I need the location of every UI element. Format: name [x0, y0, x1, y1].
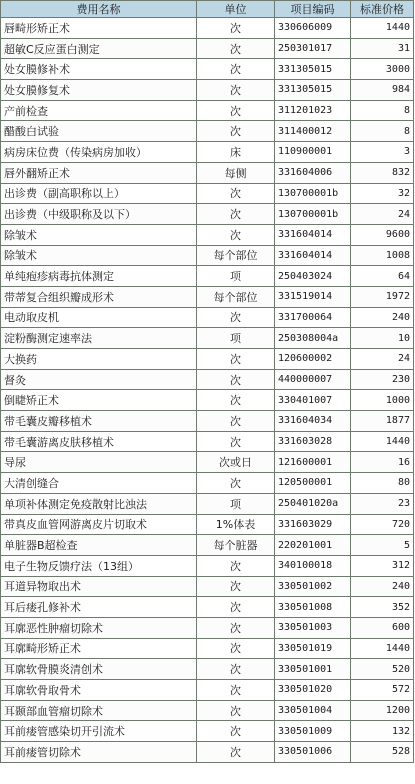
table-row[interactable] — [1, 18, 414, 39]
cell-unit[interactable]: 每侧 — [197, 162, 275, 183]
cell-price[interactable]: 24 — [351, 204, 414, 225]
cell-price[interactable]: 10 — [351, 328, 414, 349]
col-header-price[interactable]: 标准价格 — [351, 1, 414, 18]
cell-name[interactable]: 大换药 — [1, 349, 197, 370]
cell-name[interactable]: 除皱术 — [1, 224, 197, 245]
cell-price[interactable]: 9600 — [351, 224, 414, 245]
table-row[interactable] — [1, 162, 414, 183]
table-row[interactable] — [1, 514, 414, 535]
cell-unit[interactable]: 次 — [197, 224, 275, 245]
table-row[interactable] — [1, 700, 414, 721]
cell-name[interactable]: 除皱术 — [1, 245, 197, 266]
table-row[interactable] — [1, 183, 414, 204]
cell-unit[interactable]: 次或日 — [197, 452, 275, 473]
cell-name[interactable]: 电动取皮机 — [1, 307, 197, 328]
cell-unit[interactable]: 次 — [197, 121, 275, 142]
cell-unit[interactable]: 次 — [197, 473, 275, 494]
col-header-unit[interactable]: 单位 — [197, 1, 275, 18]
cell-name[interactable]: 带毛囊游离皮肤移植术 — [1, 431, 197, 452]
cell-price[interactable]: 16 — [351, 452, 414, 473]
cell-unit[interactable]: 次 — [197, 555, 275, 576]
table-row[interactable] — [1, 535, 414, 556]
cell-code[interactable]: 331700064 — [275, 307, 351, 328]
cell-price[interactable]: 24 — [351, 349, 414, 370]
cell-code[interactable]: 330501020 — [275, 680, 351, 701]
cell-unit[interactable]: 次 — [197, 617, 275, 638]
cell-name[interactable]: 唇外翻矫正术 — [1, 162, 197, 183]
cell-price[interactable]: 1877 — [351, 411, 414, 432]
cell-code[interactable]: 440000007 — [275, 369, 351, 390]
cell-name[interactable]: 耳道异物取出术 — [1, 576, 197, 597]
table-row[interactable] — [1, 617, 414, 638]
cell-price[interactable]: 132 — [351, 721, 414, 742]
cell-unit[interactable]: 每个部位 — [197, 286, 275, 307]
cell-unit[interactable]: 每个部位 — [197, 245, 275, 266]
cell-code[interactable]: 331604006 — [275, 162, 351, 183]
cell-code[interactable]: 120500001 — [275, 473, 351, 494]
cell-unit[interactable]: 次 — [197, 183, 275, 204]
table-row[interactable] — [1, 659, 414, 680]
cell-unit[interactable]: 次 — [197, 411, 275, 432]
table-row[interactable] — [1, 473, 414, 494]
cell-name[interactable]: 电子生物反馈疗法（13组） — [1, 555, 197, 576]
table-row[interactable] — [1, 721, 414, 742]
cell-price[interactable]: 312 — [351, 555, 414, 576]
table-row[interactable] — [1, 307, 414, 328]
table-row[interactable] — [1, 680, 414, 701]
table-row[interactable] — [1, 742, 414, 763]
table-row[interactable] — [1, 555, 414, 576]
cell-name[interactable]: 耳廓软骨膜炎清创术 — [1, 659, 197, 680]
cell-price[interactable]: 984 — [351, 80, 414, 101]
cell-price[interactable]: 3 — [351, 142, 414, 163]
cell-unit[interactable]: 次 — [197, 38, 275, 59]
cell-name[interactable]: 唇畸形矫正术 — [1, 18, 197, 39]
cell-price[interactable]: 1200 — [351, 700, 414, 721]
cell-code[interactable]: 331305015 — [275, 80, 351, 101]
cell-price[interactable]: 1008 — [351, 245, 414, 266]
cell-price[interactable]: 1440 — [351, 18, 414, 39]
table-row[interactable] — [1, 266, 414, 287]
cell-code[interactable]: 330501019 — [275, 638, 351, 659]
cell-name[interactable]: 带真皮血管网游离皮片切取术 — [1, 514, 197, 535]
cell-code[interactable]: 331604014 — [275, 224, 351, 245]
cell-code[interactable]: 340100018 — [275, 555, 351, 576]
col-header-code[interactable]: 项目编码 — [275, 1, 351, 18]
cell-unit[interactable]: 床 — [197, 142, 275, 163]
cell-name[interactable]: 超敏C反应蛋白测定 — [1, 38, 197, 59]
cell-price[interactable]: 3000 — [351, 59, 414, 80]
cell-price[interactable]: 1440 — [351, 638, 414, 659]
cell-code[interactable]: 331603029 — [275, 514, 351, 535]
cell-price[interactable]: 520 — [351, 659, 414, 680]
table-row[interactable] — [1, 638, 414, 659]
cell-price[interactable]: 572 — [351, 680, 414, 701]
cell-unit[interactable]: 次 — [197, 700, 275, 721]
cell-unit[interactable]: 次 — [197, 18, 275, 39]
cell-unit[interactable]: 次 — [197, 638, 275, 659]
cell-name[interactable]: 淀粉酶测定速率法 — [1, 328, 197, 349]
table-body — [1, 18, 414, 763]
cell-unit[interactable]: 次 — [197, 204, 275, 225]
cell-code[interactable]: 331604034 — [275, 411, 351, 432]
cell-code[interactable]: 121600001 — [275, 452, 351, 473]
cell-code[interactable]: 250301017 — [275, 38, 351, 59]
cell-unit[interactable]: 次 — [197, 369, 275, 390]
table-row[interactable] — [1, 100, 414, 121]
cell-name[interactable]: 产前检查 — [1, 100, 197, 121]
cell-price[interactable]: 240 — [351, 576, 414, 597]
cell-price[interactable]: 230 — [351, 369, 414, 390]
table-row[interactable] — [1, 80, 414, 101]
cell-unit[interactable]: 次 — [197, 576, 275, 597]
cell-code[interactable]: 330501002 — [275, 576, 351, 597]
table-row[interactable] — [1, 59, 414, 80]
cell-name[interactable]: 单脏器B超检查 — [1, 535, 197, 556]
cell-code[interactable]: 330401007 — [275, 390, 351, 411]
cell-name[interactable]: 醋酸白试验 — [1, 121, 197, 142]
cell-name[interactable]: 出诊费（中级职称及以下） — [1, 204, 197, 225]
cell-unit[interactable]: 次 — [197, 597, 275, 618]
cell-code[interactable]: 110900001 — [275, 142, 351, 163]
cell-code[interactable]: 250308004a — [275, 328, 351, 349]
cell-unit[interactable]: 次 — [197, 742, 275, 763]
cell-name[interactable]: 耳前瘘管感染切开引流术 — [1, 721, 197, 742]
cell-price[interactable]: 31 — [351, 38, 414, 59]
cell-name[interactable]: 病房床位费（传染病房加收） — [1, 142, 197, 163]
cell-unit[interactable]: 次 — [197, 680, 275, 701]
cell-unit[interactable]: 次 — [197, 349, 275, 370]
cell-name[interactable]: 出诊费（副高职称以上） — [1, 183, 197, 204]
cell-unit[interactable]: 次 — [197, 721, 275, 742]
cell-price[interactable]: 1440 — [351, 431, 414, 452]
cell-code[interactable]: 220201001 — [275, 535, 351, 556]
cell-name[interactable]: 倒睫矫正术 — [1, 390, 197, 411]
cell-code[interactable]: 330501006 — [275, 742, 351, 763]
cell-name[interactable]: 耳廓恶性肿瘤切除术 — [1, 617, 197, 638]
cell-name[interactable]: 处女膜修复术 — [1, 80, 197, 101]
cell-unit[interactable]: 1%体表 — [197, 514, 275, 535]
cell-unit[interactable]: 次 — [197, 80, 275, 101]
table-row[interactable] — [1, 493, 414, 514]
cell-name[interactable]: 耳廓软骨取骨术 — [1, 680, 197, 701]
cell-code[interactable]: 330501004 — [275, 700, 351, 721]
cell-price[interactable]: 528 — [351, 742, 414, 763]
cell-price[interactable]: 1972 — [351, 286, 414, 307]
cell-unit[interactable]: 次 — [197, 390, 275, 411]
cell-price[interactable]: 1000 — [351, 390, 414, 411]
table-row[interactable] — [1, 349, 414, 370]
table-row[interactable] — [1, 369, 414, 390]
table-row[interactable] — [1, 452, 414, 473]
cell-code[interactable]: 330501009 — [275, 721, 351, 742]
cell-code[interactable]: 250401020a — [275, 493, 351, 514]
cell-code[interactable]: 330501001 — [275, 659, 351, 680]
table-row[interactable] — [1, 224, 414, 245]
cell-price[interactable]: 240 — [351, 307, 414, 328]
cell-name[interactable]: 导尿 — [1, 452, 197, 473]
cell-code[interactable]: 330501003 — [275, 617, 351, 638]
table-row[interactable] — [1, 204, 414, 225]
table-row[interactable] — [1, 38, 414, 59]
cell-code[interactable]: 330501008 — [275, 597, 351, 618]
cell-name[interactable]: 带蒂复合组织瓣成形术 — [1, 286, 197, 307]
cell-price[interactable]: 600 — [351, 617, 414, 638]
cell-name[interactable]: 单纯疱疹病毒抗体测定 — [1, 266, 197, 287]
cell-price[interactable]: 8 — [351, 100, 414, 121]
table-row[interactable] — [1, 411, 414, 432]
cell-name[interactable]: 单项补体测定免疫散射比浊法 — [1, 493, 197, 514]
cell-name[interactable]: 耳颞部血管瘤切除术 — [1, 700, 197, 721]
cell-code[interactable]: 330606009 — [275, 18, 351, 39]
cell-price[interactable]: 8 — [351, 121, 414, 142]
cell-price[interactable]: 5 — [351, 535, 414, 556]
cell-name[interactable]: 处女膜修补术 — [1, 59, 197, 80]
table-row[interactable] — [1, 576, 414, 597]
cell-code[interactable]: 331305015 — [275, 59, 351, 80]
cell-unit[interactable]: 次 — [197, 59, 275, 80]
cell-unit[interactable]: 次 — [197, 307, 275, 328]
cell-name[interactable]: 大清创缝合 — [1, 473, 197, 494]
table-row[interactable] — [1, 121, 414, 142]
cell-unit[interactable]: 次 — [197, 100, 275, 121]
cell-price[interactable]: 23 — [351, 493, 414, 514]
table-row[interactable] — [1, 286, 414, 307]
col-header-name[interactable]: 费用名称 — [1, 1, 197, 18]
cell-unit[interactable]: 次 — [197, 659, 275, 680]
cell-name[interactable]: 耳后瘘孔修补术 — [1, 597, 197, 618]
cell-code[interactable]: 331604014 — [275, 245, 351, 266]
cell-code[interactable]: 130700001b — [275, 183, 351, 204]
table-row[interactable] — [1, 431, 414, 452]
table-row[interactable] — [1, 328, 414, 349]
cell-unit[interactable]: 每个脏器 — [197, 535, 275, 556]
cell-code[interactable]: 311400012 — [275, 121, 351, 142]
cell-price[interactable]: 832 — [351, 162, 414, 183]
cell-name[interactable]: 耳廓畸形矫正术 — [1, 638, 197, 659]
cell-name[interactable]: 带毛囊皮瓣移植术 — [1, 411, 197, 432]
cell-unit[interactable]: 次 — [197, 431, 275, 452]
cell-code[interactable]: 130700001b — [275, 204, 351, 225]
cell-price[interactable]: 64 — [351, 266, 414, 287]
cell-price[interactable]: 32 — [351, 183, 414, 204]
cell-code[interactable]: 331519014 — [275, 286, 351, 307]
table-row[interactable] — [1, 142, 414, 163]
cell-price[interactable]: 352 — [351, 597, 414, 618]
cell-code[interactable]: 331603028 — [275, 431, 351, 452]
table-row[interactable] — [1, 390, 414, 411]
cell-price[interactable]: 720 — [351, 514, 414, 535]
table-row[interactable] — [1, 245, 414, 266]
cell-code[interactable]: 311201023 — [275, 100, 351, 121]
cell-name[interactable]: 督灸 — [1, 369, 197, 390]
cell-name[interactable]: 耳前瘘管切除术 — [1, 742, 197, 763]
header-row — [1, 1, 414, 18]
cell-code[interactable]: 120600002 — [275, 349, 351, 370]
cell-unit[interactable]: 项 — [197, 266, 275, 287]
cell-code[interactable]: 250403024 — [275, 266, 351, 287]
cell-price[interactable]: 80 — [351, 473, 414, 494]
cell-unit[interactable]: 项 — [197, 493, 275, 514]
cell-unit[interactable]: 项 — [197, 328, 275, 349]
table-row[interactable] — [1, 597, 414, 618]
